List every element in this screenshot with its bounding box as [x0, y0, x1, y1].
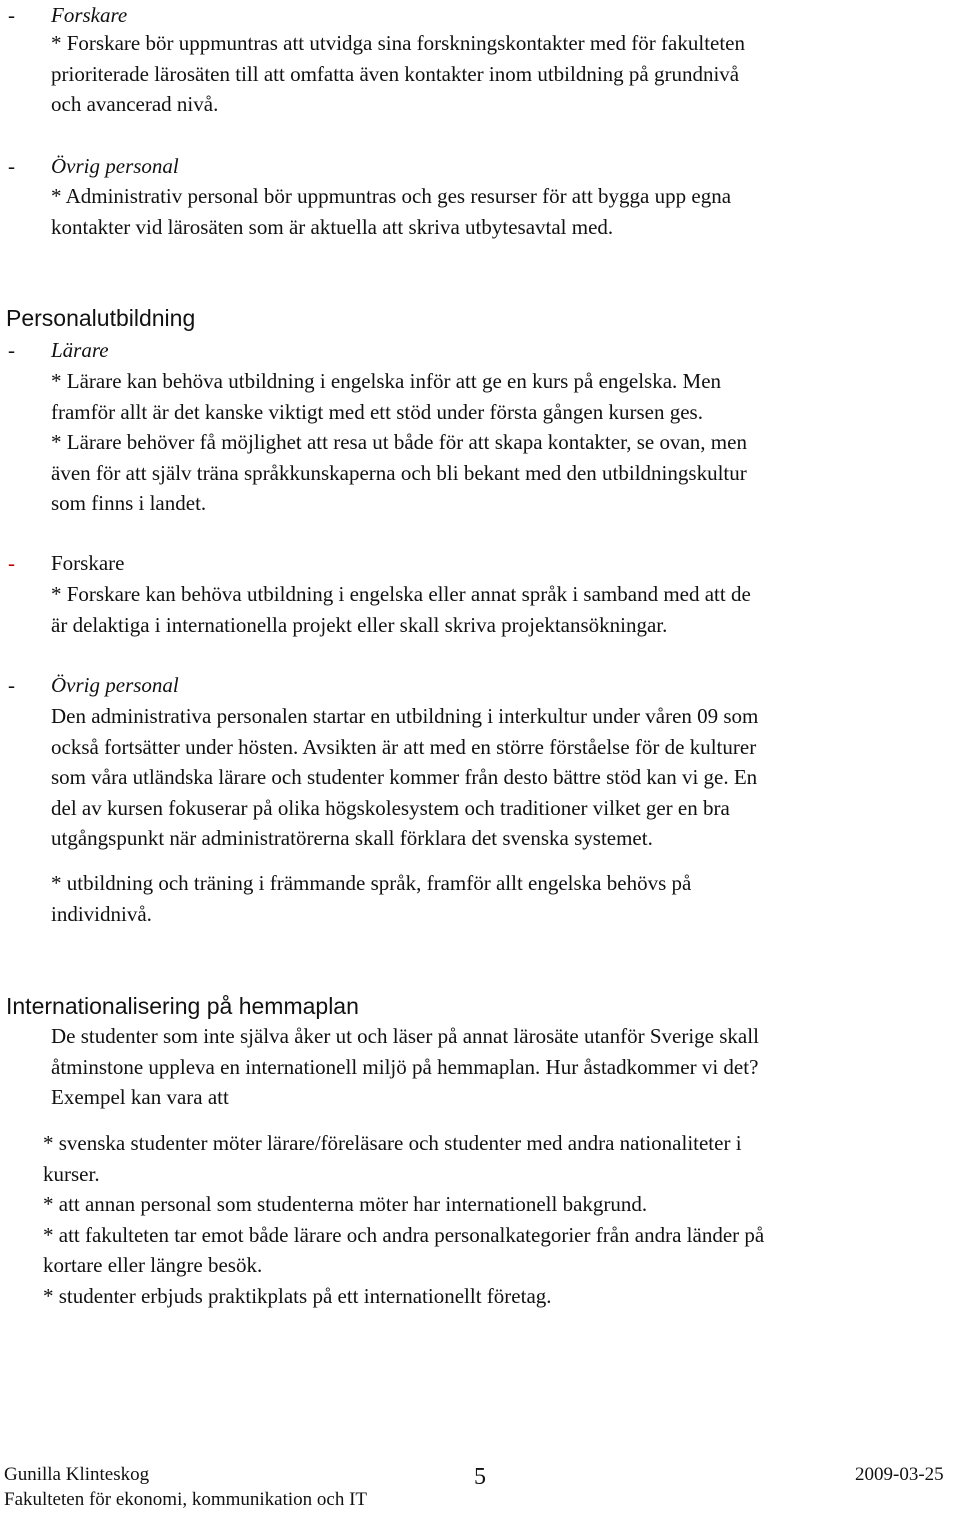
footer-author: Gunilla Klinteskog: [4, 1464, 150, 1485]
list-item: kurser.: [43, 1161, 100, 1186]
section-body-extra: [51, 868, 691, 929]
body-line: som finns i landet.: [51, 491, 207, 515]
body-line: * Lärare behöver få möjlighet att resa ut både för att skapa kontakter, se ovan, men: [51, 430, 747, 454]
body-line: del av kursen fokuserar på olika högskolesystem och traditioner vilket ger en bra: [51, 795, 730, 820]
body-line: Exempel kan vara att: [51, 1085, 229, 1109]
page-number: 5: [474, 1464, 486, 1490]
section-forskare-2: [0, 548, 960, 648]
hemmaplan-examples: [43, 1128, 764, 1311]
heading-hemmaplan: Internationalisering på hemmaplan: [6, 993, 359, 1019]
body-line: individnivå.: [51, 901, 152, 926]
section-title-ovrig-personal: Övrig personal: [51, 673, 179, 697]
body-line: också fortsätter under hösten. Avsikten är att med en större förståelse för de kulturer: [51, 734, 757, 759]
dash-marker: -: [8, 3, 15, 27]
hemmaplan-intro: [51, 1021, 759, 1113]
heading-personalutbildning: Personalutbildning: [6, 305, 196, 331]
footer-date: 2009-03-25: [855, 1464, 944, 1485]
section-body: [51, 366, 747, 519]
list-item: kortare eller längre besök.: [43, 1253, 263, 1277]
section-title-ovrig-personal: Övrig personal: [51, 154, 179, 178]
body-line: är delaktiga i internationella projekt eller skall skriva projektansökningar.: [51, 612, 668, 637]
body-line: åtminstone uppleva en internationell miljö på hemmaplan. Hur åstadkommer vi det?: [51, 1054, 759, 1079]
dash-marker: -: [8, 551, 15, 575]
dash-marker: -: [8, 338, 15, 362]
section-body: [51, 579, 751, 640]
body-line: som våra utländska lärare och studenter kommer från desto bättre stöd kan vi ge. En: [51, 765, 758, 789]
dash-marker: -: [8, 154, 15, 178]
list-item: * svenska studenter möter lärare/föreläsare och studenter med andra nationaliteter i: [43, 1131, 742, 1155]
body-line: prioriterade lärosäten till att omfatta även kontakter inom utbildning på grundnivå: [51, 61, 740, 86]
footer-faculty: Fakulteten för ekonomi, kommunikation och IT: [4, 1489, 368, 1510]
body-line: * Forskare bör uppmuntras att utvidga sina forskningskontakter med för fakulteten: [51, 31, 746, 55]
body-line: * Forskare kan behöva utbildning i engelska eller annat språk i samband med att de: [51, 582, 751, 606]
section-body: [51, 181, 731, 242]
section-title-forskare: Forskare: [51, 551, 125, 575]
body-line: kontakter vid lärosäten som är aktuella att skriva utbytesavtal med.: [51, 214, 614, 239]
section-title-forskare: Forskare: [51, 3, 128, 27]
body-line: * utbildning och träning i främmande språk, framför allt engelska behövs på: [51, 871, 692, 895]
body-line: * Lärare kan behöva utbildning i engelska inför att ge en kurs på engelska. Men: [51, 369, 722, 393]
section-title-larare: Lärare: [51, 338, 109, 362]
dash-marker: -: [8, 673, 15, 697]
list-item: * att annan personal som studenterna möter har internationell bakgrund.: [43, 1192, 648, 1216]
body-line: De studenter som inte själva åker ut och läser på annat lärosäte utanför Sverige skall: [51, 1024, 759, 1048]
body-line: utgångspunkt när administratörerna skall förklara det svenska systemet.: [51, 826, 653, 850]
section-ovrig-personal-1: [0, 151, 960, 246]
section-forskare-1: [0, 0, 960, 130]
section-larare: [0, 335, 960, 525]
body-line: även för att själv träna språkkunskaperna och bli bekant med den utbildningskultur: [51, 460, 747, 485]
body-line: framför allt är det kanske viktigt med ett stöd under första gången kursen ges.: [51, 399, 703, 424]
list-item: * studenter erbjuds praktikplats på ett internationellt företag.: [43, 1283, 552, 1308]
section-body: [51, 28, 745, 120]
body-line: Den administrativa personalen startar en utbildning i interkultur under våren 09 som: [51, 704, 759, 728]
list-item: * att fakulteten tar emot både lärare och andra personalkategorier från andra länder på: [43, 1222, 765, 1247]
section-body: [51, 701, 758, 854]
body-line: * Administrativ personal bör uppmuntras och ges resurser för att bygga upp egna: [51, 184, 732, 208]
body-line: och avancerad nivå.: [51, 92, 219, 116]
section-ovrig-personal-2: [0, 670, 960, 935]
